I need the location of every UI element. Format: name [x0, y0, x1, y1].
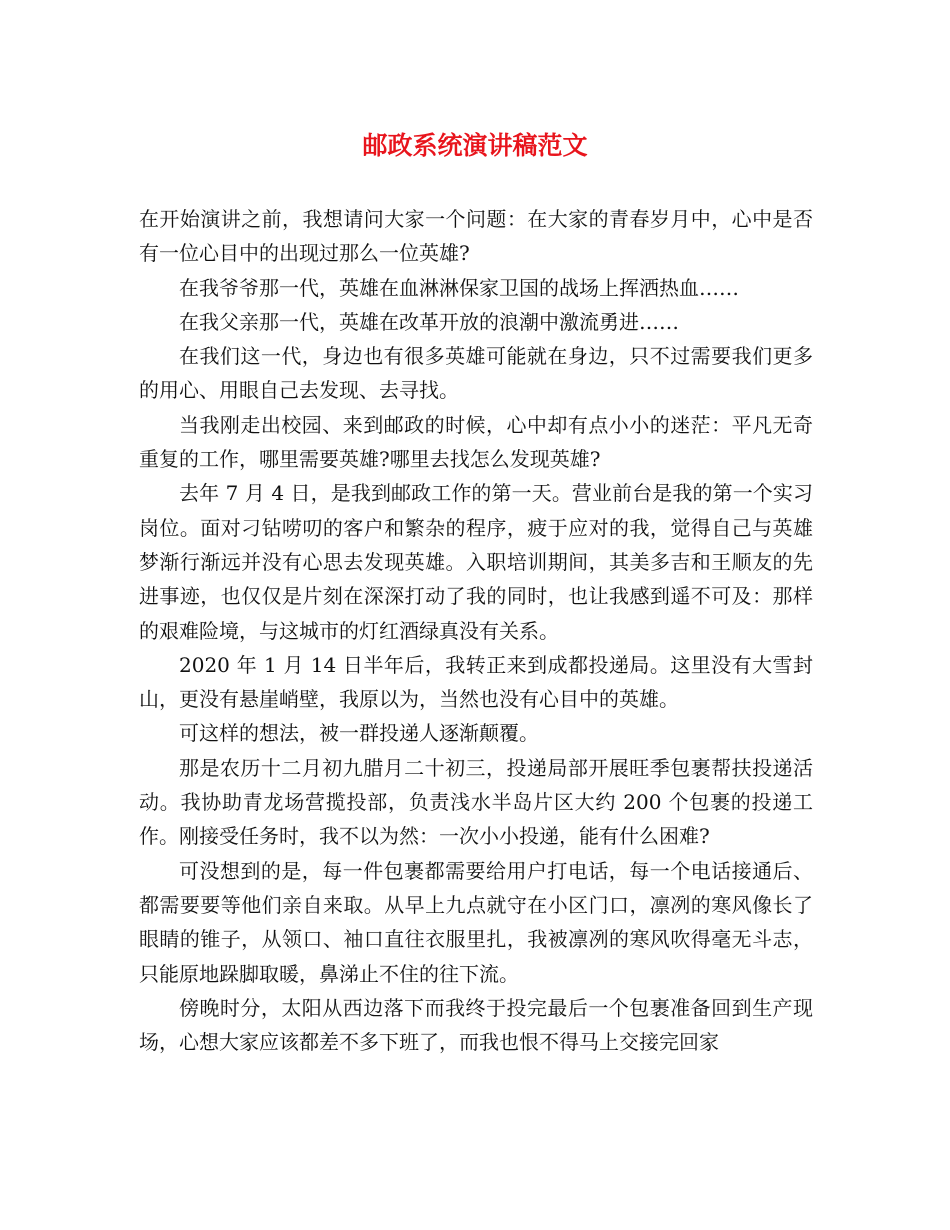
paragraph-6: 去年 7 月 4 日，是我到邮政工作的第一天。营业前台是我的第一个实习岗位。面对刁钻唠叨的客户和繁杂的程序，疲于应对的我，觉得自己与英雄梦渐行渐远并没有心思去发现英雄。入职培训期间，其美多吉和王顺友的先进事迹，也仅仅是片刻在深深打动了我的同时，也让我感到遥不可及：那样的艰难险境，与这城市的灯红酒绿真没有关系。 [139, 481, 813, 643]
paragraph-9: 那是农历十二月初九腊月二十初三，投递局部开展旺季包裹帮扶投递活动。我协助青龙场营揽投部，负责浅水半岛片区大约 200 个包裹的投递工作。刚接受任务时，我不以为然：一次小小投递，能有什么困难? [139, 755, 813, 849]
paragraph-3: 在我父亲那一代，英雄在改革开放的浪潮中激流勇进…… [179, 309, 679, 334]
paragraph-1: 在开始演讲之前，我想请问大家一个问题：在大家的青春岁月中，心中是否有一位心目中的出现过那么一位英雄? [139, 207, 813, 266]
paragraph-5: 当我刚走出校园、来到邮政的时候，心中却有点小小的迷茫：平凡无奇重复的工作，哪里需要英雄?哪里去找怎么发现英雄? [139, 412, 813, 472]
paragraph-8: 可这样的想法，被一群投递人逐渐颠覆。 [179, 721, 539, 746]
paragraph-10: 可没想到的是，每一件包裹都需要给用户打电话，每一个电话接通后、都需要要等他们亲自来取。从早上九点就守在小区门口，凛冽的寒风像长了眼睛的锥子，从领口、袖口直往衣服里扎，我被凛冽的寒风吹得毫无斗志，只能原地跺脚取暖，鼻涕止不住的往下流。 [139, 858, 813, 986]
paragraph-7: 2020 年 1 月 14 日半年后，我转正来到成都投递局。这里没有大雪封山，更没有悬崖峭壁，我原以为，当然也没有心目中的英雄。 [139, 652, 813, 712]
paragraph-11: 傍晚时分，太阳从西边落下而我终于投完最后一个包裹准备回到生产现场，心想大家应该都差不多下班了，而我也恨不得马上交接完回家 [139, 995, 813, 1055]
document-body [139, 202, 813, 1059]
paragraph-2: 在我爷爷那一代，英雄在血淋淋保家卫国的战场上挥洒热血…… [179, 275, 739, 300]
document-title: 邮政系统演讲稿范文 [362, 131, 588, 160]
paragraph-4: 在我们这一代，身边也有很多英雄可能就在身边，只不过需要我们更多的用心、用眼自己去发现、去寻找。 [139, 344, 813, 403]
